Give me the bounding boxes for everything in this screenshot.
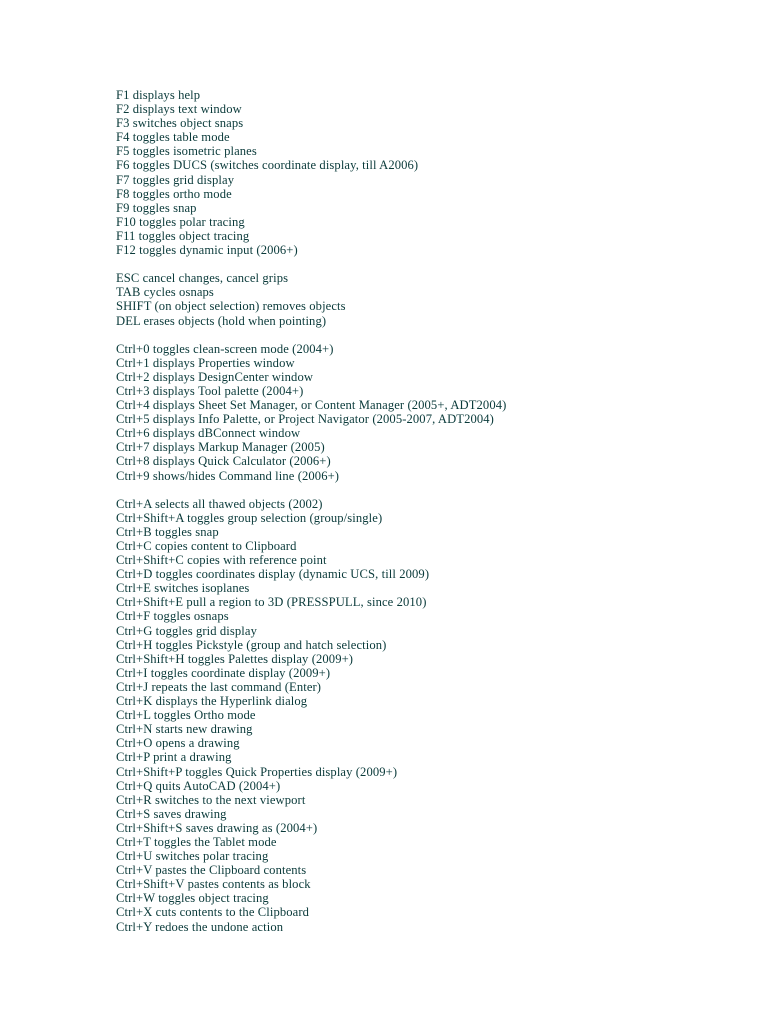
shortcut-line: Ctrl+H toggles Pickstyle (group and hatch selection) xyxy=(116,637,387,652)
shortcut-line: Ctrl+L toggles Ortho mode xyxy=(116,708,256,723)
shortcut-line: Ctrl+8 displays Quick Calculator (2006+) xyxy=(116,454,331,469)
shortcut-line: Ctrl+Y redoes the undone action xyxy=(116,919,284,934)
shortcut-line: Ctrl+W toggles object tracing xyxy=(116,891,269,906)
shortcut-line: Ctrl+A selects all thawed objects (2002) xyxy=(116,496,323,511)
shortcut-line: Ctrl+S saves drawing xyxy=(116,806,227,821)
shortcut-line: TAB cycles osnaps xyxy=(116,285,214,300)
shortcut-line: Ctrl+E switches isoplanes xyxy=(116,581,250,596)
shortcut-line: Ctrl+9 shows/hides Command line (2006+) xyxy=(116,468,340,483)
shortcut-line: F9 toggles snap xyxy=(116,200,197,215)
shortcut-line: Ctrl+J repeats the last command (Enter) xyxy=(116,679,322,694)
shortcut-line: ESC cancel changes, cancel grips xyxy=(116,271,289,286)
shortcut-line: Ctrl+P print a drawing xyxy=(116,750,232,765)
shortcut-line: Ctrl+1 displays Properties window xyxy=(116,355,295,370)
shortcut-line: SHIFT (on object selection) removes objects xyxy=(116,299,346,314)
shortcut-line: DEL erases objects (hold when pointing) xyxy=(116,313,327,328)
shortcut-line: Ctrl+7 displays Markup Manager (2005) xyxy=(116,440,325,455)
shortcut-line: Ctrl+G toggles grid display xyxy=(116,623,257,638)
shortcut-line: Ctrl+Shift+C copies with reference point xyxy=(116,553,327,568)
shortcut-line: F3 switches object snaps xyxy=(116,116,244,131)
shortcut-line: Ctrl+O opens a drawing xyxy=(116,736,240,751)
shortcut-line: F1 displays help xyxy=(116,88,201,102)
shortcut-line: F2 displays text window xyxy=(116,102,242,117)
shortcut-line: Ctrl+6 displays dBConnect window xyxy=(116,426,301,441)
shortcut-line: Ctrl+4 displays Sheet Set Manager, or Content Manager (2005+, ADT2004) xyxy=(116,398,507,413)
shortcut-line: Ctrl+R switches to the next viewport xyxy=(116,792,306,807)
shortcut-line: Ctrl+Shift+H toggles Palettes display (2009+) xyxy=(116,651,354,666)
shortcut-line: Ctrl+Shift+S saves drawing as (2004+) xyxy=(116,820,318,835)
shortcut-line: Ctrl+I toggles coordinate display (2009+) xyxy=(116,665,331,680)
shortcut-line: Ctrl+U switches polar tracing xyxy=(116,849,269,864)
shortcut-line: Ctrl+Shift+P toggles Quick Properties display (2009+) xyxy=(116,764,398,779)
shortcut-line: Ctrl+0 toggles clean-screen mode (2004+) xyxy=(116,341,334,356)
shortcut-line: Ctrl+Q quits AutoCAD (2004+) xyxy=(116,778,281,793)
shortcut-line: Ctrl+C copies content to Clipboard xyxy=(116,539,297,553)
shortcut-line: F11 toggles object tracing xyxy=(116,228,250,243)
shortcut-line: F6 toggles DUCS (switches coordinate display, till A2006) xyxy=(116,158,419,173)
group-special-keys xyxy=(116,271,736,327)
shortcut-line: F12 toggles dynamic input (2006+) xyxy=(116,243,298,258)
shortcut-line: F4 toggles table mode xyxy=(116,130,230,145)
group-function-keys xyxy=(116,88,736,257)
shortcut-line: Ctrl+F toggles osnaps xyxy=(116,609,229,624)
shortcut-line: Ctrl+X cuts contents to the Clipboard xyxy=(116,905,310,920)
shortcut-line: Ctrl+Shift+V pastes contents as block xyxy=(116,877,311,892)
shortcut-line: Ctrl+2 displays DesignCenter window xyxy=(116,369,314,384)
group-ctrl-letter-keys xyxy=(116,497,736,934)
shortcut-line: Ctrl+V pastes the Clipboard contents xyxy=(116,863,307,878)
shortcut-list-document xyxy=(116,88,736,934)
shortcut-line: Ctrl+N starts new drawing xyxy=(116,722,253,737)
shortcut-line: Ctrl+Shift+E pull a region to 3D (PRESSPULL, since 2010) xyxy=(116,595,427,610)
shortcut-line: Ctrl+T toggles the Tablet mode xyxy=(116,834,277,849)
shortcut-line: Ctrl+K displays the Hyperlink dialog xyxy=(116,694,308,709)
shortcut-line: Ctrl+B toggles snap xyxy=(116,524,219,539)
shortcut-line: F10 toggles polar tracing xyxy=(116,214,245,229)
shortcut-line: Ctrl+Shift+A toggles group selection (group/single) xyxy=(116,510,383,525)
shortcut-line: F7 toggles grid display xyxy=(116,172,235,187)
shortcut-line: F5 toggles isometric planes xyxy=(116,144,257,159)
shortcut-line: F8 toggles ortho mode xyxy=(116,186,232,201)
shortcut-line: Ctrl+3 displays Tool palette (2004+) xyxy=(116,383,304,398)
shortcut-line: Ctrl+5 displays Info Palette, or Project Navigator (2005-2007, ADT2004) xyxy=(116,412,494,427)
group-ctrl-number-keys xyxy=(116,342,736,483)
shortcut-line: Ctrl+D toggles coordinates display (dynamic UCS, till 2009) xyxy=(116,567,430,582)
